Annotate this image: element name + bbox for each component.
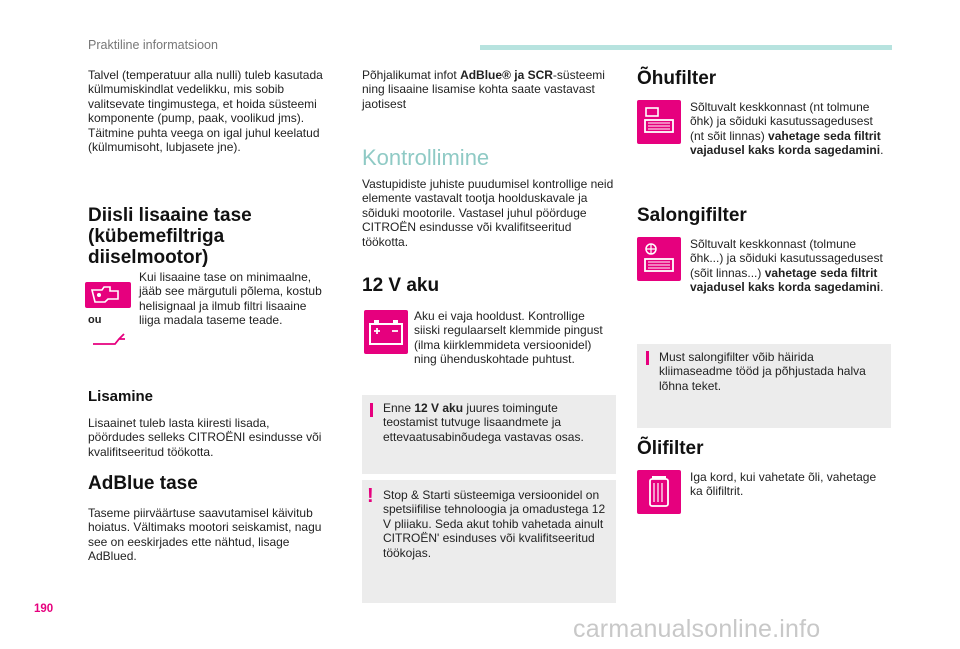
info-marker	[370, 403, 373, 417]
air-filter-text: Sõltuvalt keskkonnast (nt tolmune õhk) ja sõiduki kasutussagedusest (nt sõit linnas) vahetage seda filtrit vajadusel kaks korda sagedamini.	[690, 100, 884, 158]
adblue-text: Taseme piirväärtuse saavutamisel käivitub hoiatus. Vältimaks mootori seiskamist, nagu see on eeskirjades ette nähtud, lisage AdBlued.	[88, 506, 322, 564]
page-number: 190	[34, 603, 54, 615]
intro-text: Talvel (temperatuur alla nulli) tuleb kasutada külmumiskindlat vedelikku, mis sobib valitsevate tingimustega, et hoida süsteemi komponente (pump, paak, voolikud jms). Täitmine puhta veega on igal juhul keelatud (külmumisoht, lubjasete jne).	[88, 68, 323, 155]
lisamine-title: Lisamine	[88, 388, 154, 405]
additive-warning-icon	[85, 282, 131, 308]
cabin-filter-title: Salongifilter	[637, 205, 747, 226]
wrench-icon	[91, 330, 127, 353]
cabin-info-text: Must salongifilter võib häirida kliimaseadme tööd ja põhjustada halva lõhna teket.	[659, 350, 866, 393]
watermark: carmanualsonline.info	[573, 615, 821, 643]
kontrollimine-title: Kontrollimine	[362, 145, 490, 170]
battery-icon	[364, 310, 408, 354]
cabin-filter-icon	[637, 237, 681, 281]
adblue-title: AdBlue tase	[88, 473, 198, 494]
diesel-additive-title: Diisli lisaaine tase (kübemefiltriga diiselmootor)	[88, 205, 252, 268]
diesel-additive-text: Kui lisaaine tase on minimaalne, jääb see märgutuli põlema, kostub helisignaal ja ilmub filtri lisaaine liiga madala taseme teade.	[139, 270, 322, 328]
warning-exclamation-icon: !	[367, 485, 374, 507]
oil-filter-text: Iga kord, kui vahetate õli, vahetage ka õlifiltrit.	[690, 470, 877, 499]
air-filter-title: Õhufilter	[637, 68, 717, 89]
section-header: Praktiline informatsioon	[88, 38, 218, 52]
info-marker	[646, 351, 649, 365]
or-label: ou	[88, 314, 102, 326]
battery-title: 12 V aku	[362, 275, 440, 296]
cabin-filter-text: Sõltuvalt keskkonnast (tolmune õhk...) ja sõiduki kasutussagedusest (sõit linnas...) vahetage seda filtrit vajadusel kaks korda sagedamini.	[690, 237, 884, 295]
oil-filter-icon	[637, 470, 681, 514]
kontrollimine-text: Vastupidiste juhiste puudumisel kontrollige neid elemente vastavalt tootja hoolduskavale ja sõiduki mootorile. Vastasel juhul pöörduge CITROËN esindusse või kvalifitseeritud töökotta.	[362, 177, 614, 249]
battery-info-text: Enne 12 V aku juures toimingute teostamist tutvuge lisaandmete ja ettevaatusabinõudega vastavas osas.	[383, 401, 584, 444]
battery-text: Aku ei vaja hooldust. Kontrollige siiski regulaarselt klemmide pingust (ilma kiirklemmideta versioonidel) ning ühenduskohtade puhtust.	[414, 309, 603, 367]
oil-filter-title: Õlifilter	[637, 438, 704, 459]
air-filter-icon	[637, 100, 681, 144]
header-accent-bar	[480, 45, 892, 50]
lisamine-text: Lisaainet tuleb lasta kiiresti lisada, pöördudes selleks CITROËNI esindusse või kvalifitseeritud töökotta.	[88, 416, 322, 459]
battery-warning-text: Stop & Starti süsteemiga versioonidel on spetsiifilise tehnoloogia ja omadustega 12 V pliiaku. Seda akut tohib vahetada ainult CITROËN' esinduses või kvalifitseeritud töökojas.	[383, 488, 606, 560]
adblue-reference: Põhjalikumat infot AdBlue® ja SCR-süsteemi ning lisaaine lisamise kohta saate vastavast jaotisest	[362, 68, 605, 111]
